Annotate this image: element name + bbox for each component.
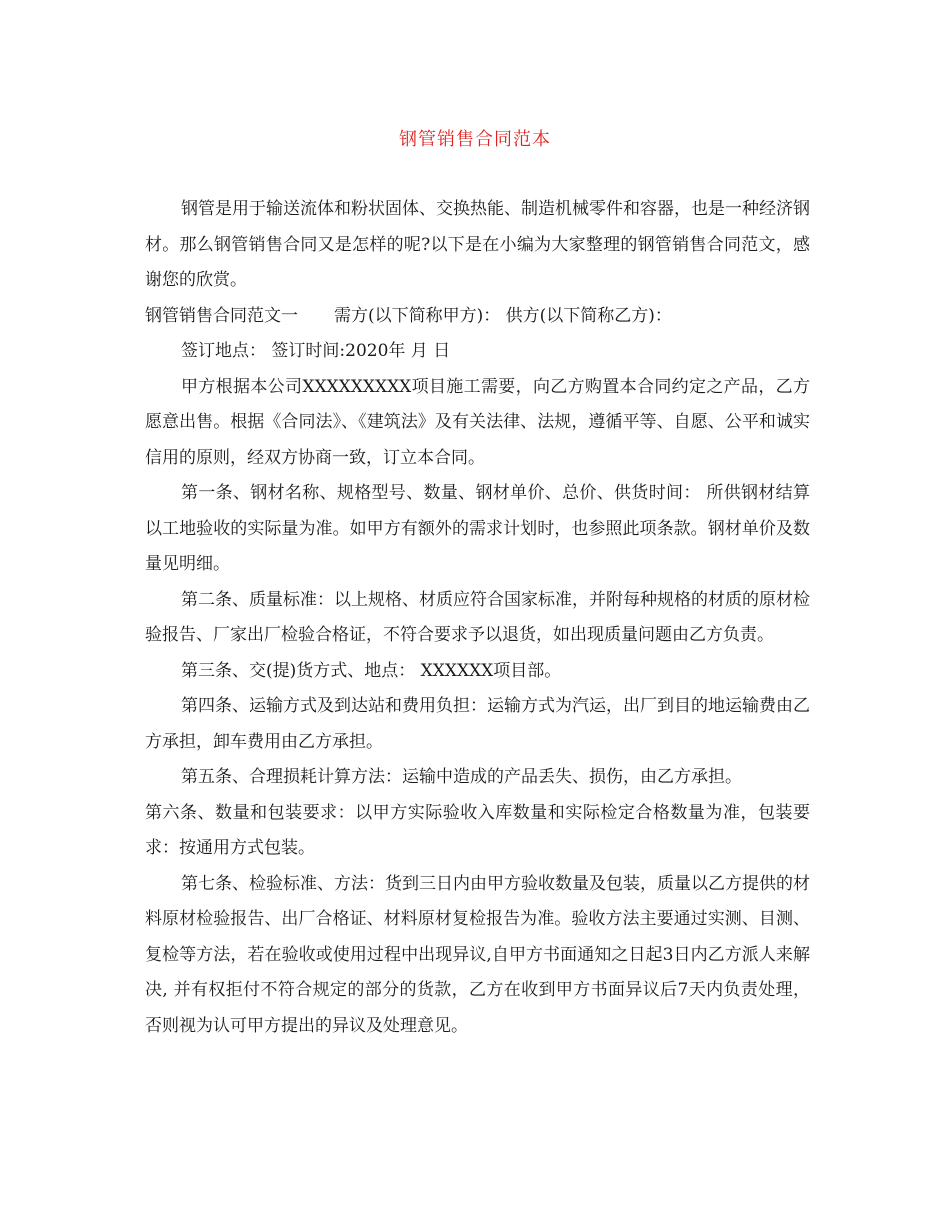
paragraph-article-3: 第三条、交(提)货方式、地点： XXXXXX项目部。 (181, 660, 562, 681)
paragraph-article-2: 第二条、质量标准：以上规格、材质应符合国家标准，并附每种规格的材质的原材检验报告、厂家出厂检验合格证，不符合要求予以退货，如出现质量问题由乙方负责。 (145, 589, 810, 645)
paragraph-intro: 钢管是用于输送流体和粉状固体、交换热能、制造机械零件和容器，也是一种经济钢材。那么钢管销售合同又是怎样的呢?以下是在小编为大家整理的钢管销售合同范文，感谢您的欣赏。 (145, 199, 810, 290)
contract-heading: 钢管销售合同范文一 (145, 305, 298, 326)
paragraph-article-4: 第四条、运输方式及到达站和费用负担：运输方式为汽运，出厂到目的地运输费由乙方承担，卸车费用由乙方承担。 (145, 696, 810, 752)
paragraph-signing: 签订地点： 签订时间:2020年 月 日 (181, 341, 451, 361)
paragraph-article-7: 第七条、检验标准、方法：货到三日内由甲方验收数量及包装，质量以乙方提供的材料原材检验报告、出厂合格证、材料原材复检报告为准。验收方法主要通过实测、目测、复检等方法，若在验收或使用过程中出现异议,自甲方书面通知之日起3日内乙方派人来解决, 并有权拒付不符合规定的部分的货款，乙方在收到甲方书面异议后7天内负责处理，否则视为认可甲方提出的异议及处理意见。 (145, 873, 810, 1036)
party-a-label: 需方(以下简称甲方)： (334, 305, 501, 326)
document-title: 钢管销售合同范本 (399, 129, 551, 150)
paragraph-article-6: 第六条、数量和包装要求：以甲方实际验收入库数量和实际检定合格数量为准，包装要求：按通用方式包装。 (145, 802, 810, 858)
party-b-label: 供方(以下简称乙方)： (505, 305, 672, 326)
document-body (145, 192, 810, 1044)
paragraph-article-1: 第一条、钢材名称、规格型号、数量、钢材单价、总价、供货时间： 所供钢材结算以工地验收的实际量为准。如甲方有额外的需求计划时，也参照此项条款。钢材单价及数量见明细。 (145, 483, 810, 574)
paragraph-preamble: 甲方根据本公司XXXXXXXXX项目施工需要，向乙方购置本合同约定之产品，乙方愿意出售。根据《合同法》、《建筑法》及有关法律、法规，遵循平等、自愿、公平和诚实信用的原则，经双方协商一致，订立本合同。 (145, 376, 810, 468)
paragraph-article-5: 第五条、合理损耗计算方法：运输中造成的产品丢失、损伤，由乙方承担。 (181, 767, 742, 787)
paragraph-contract-heading (145, 299, 810, 335)
